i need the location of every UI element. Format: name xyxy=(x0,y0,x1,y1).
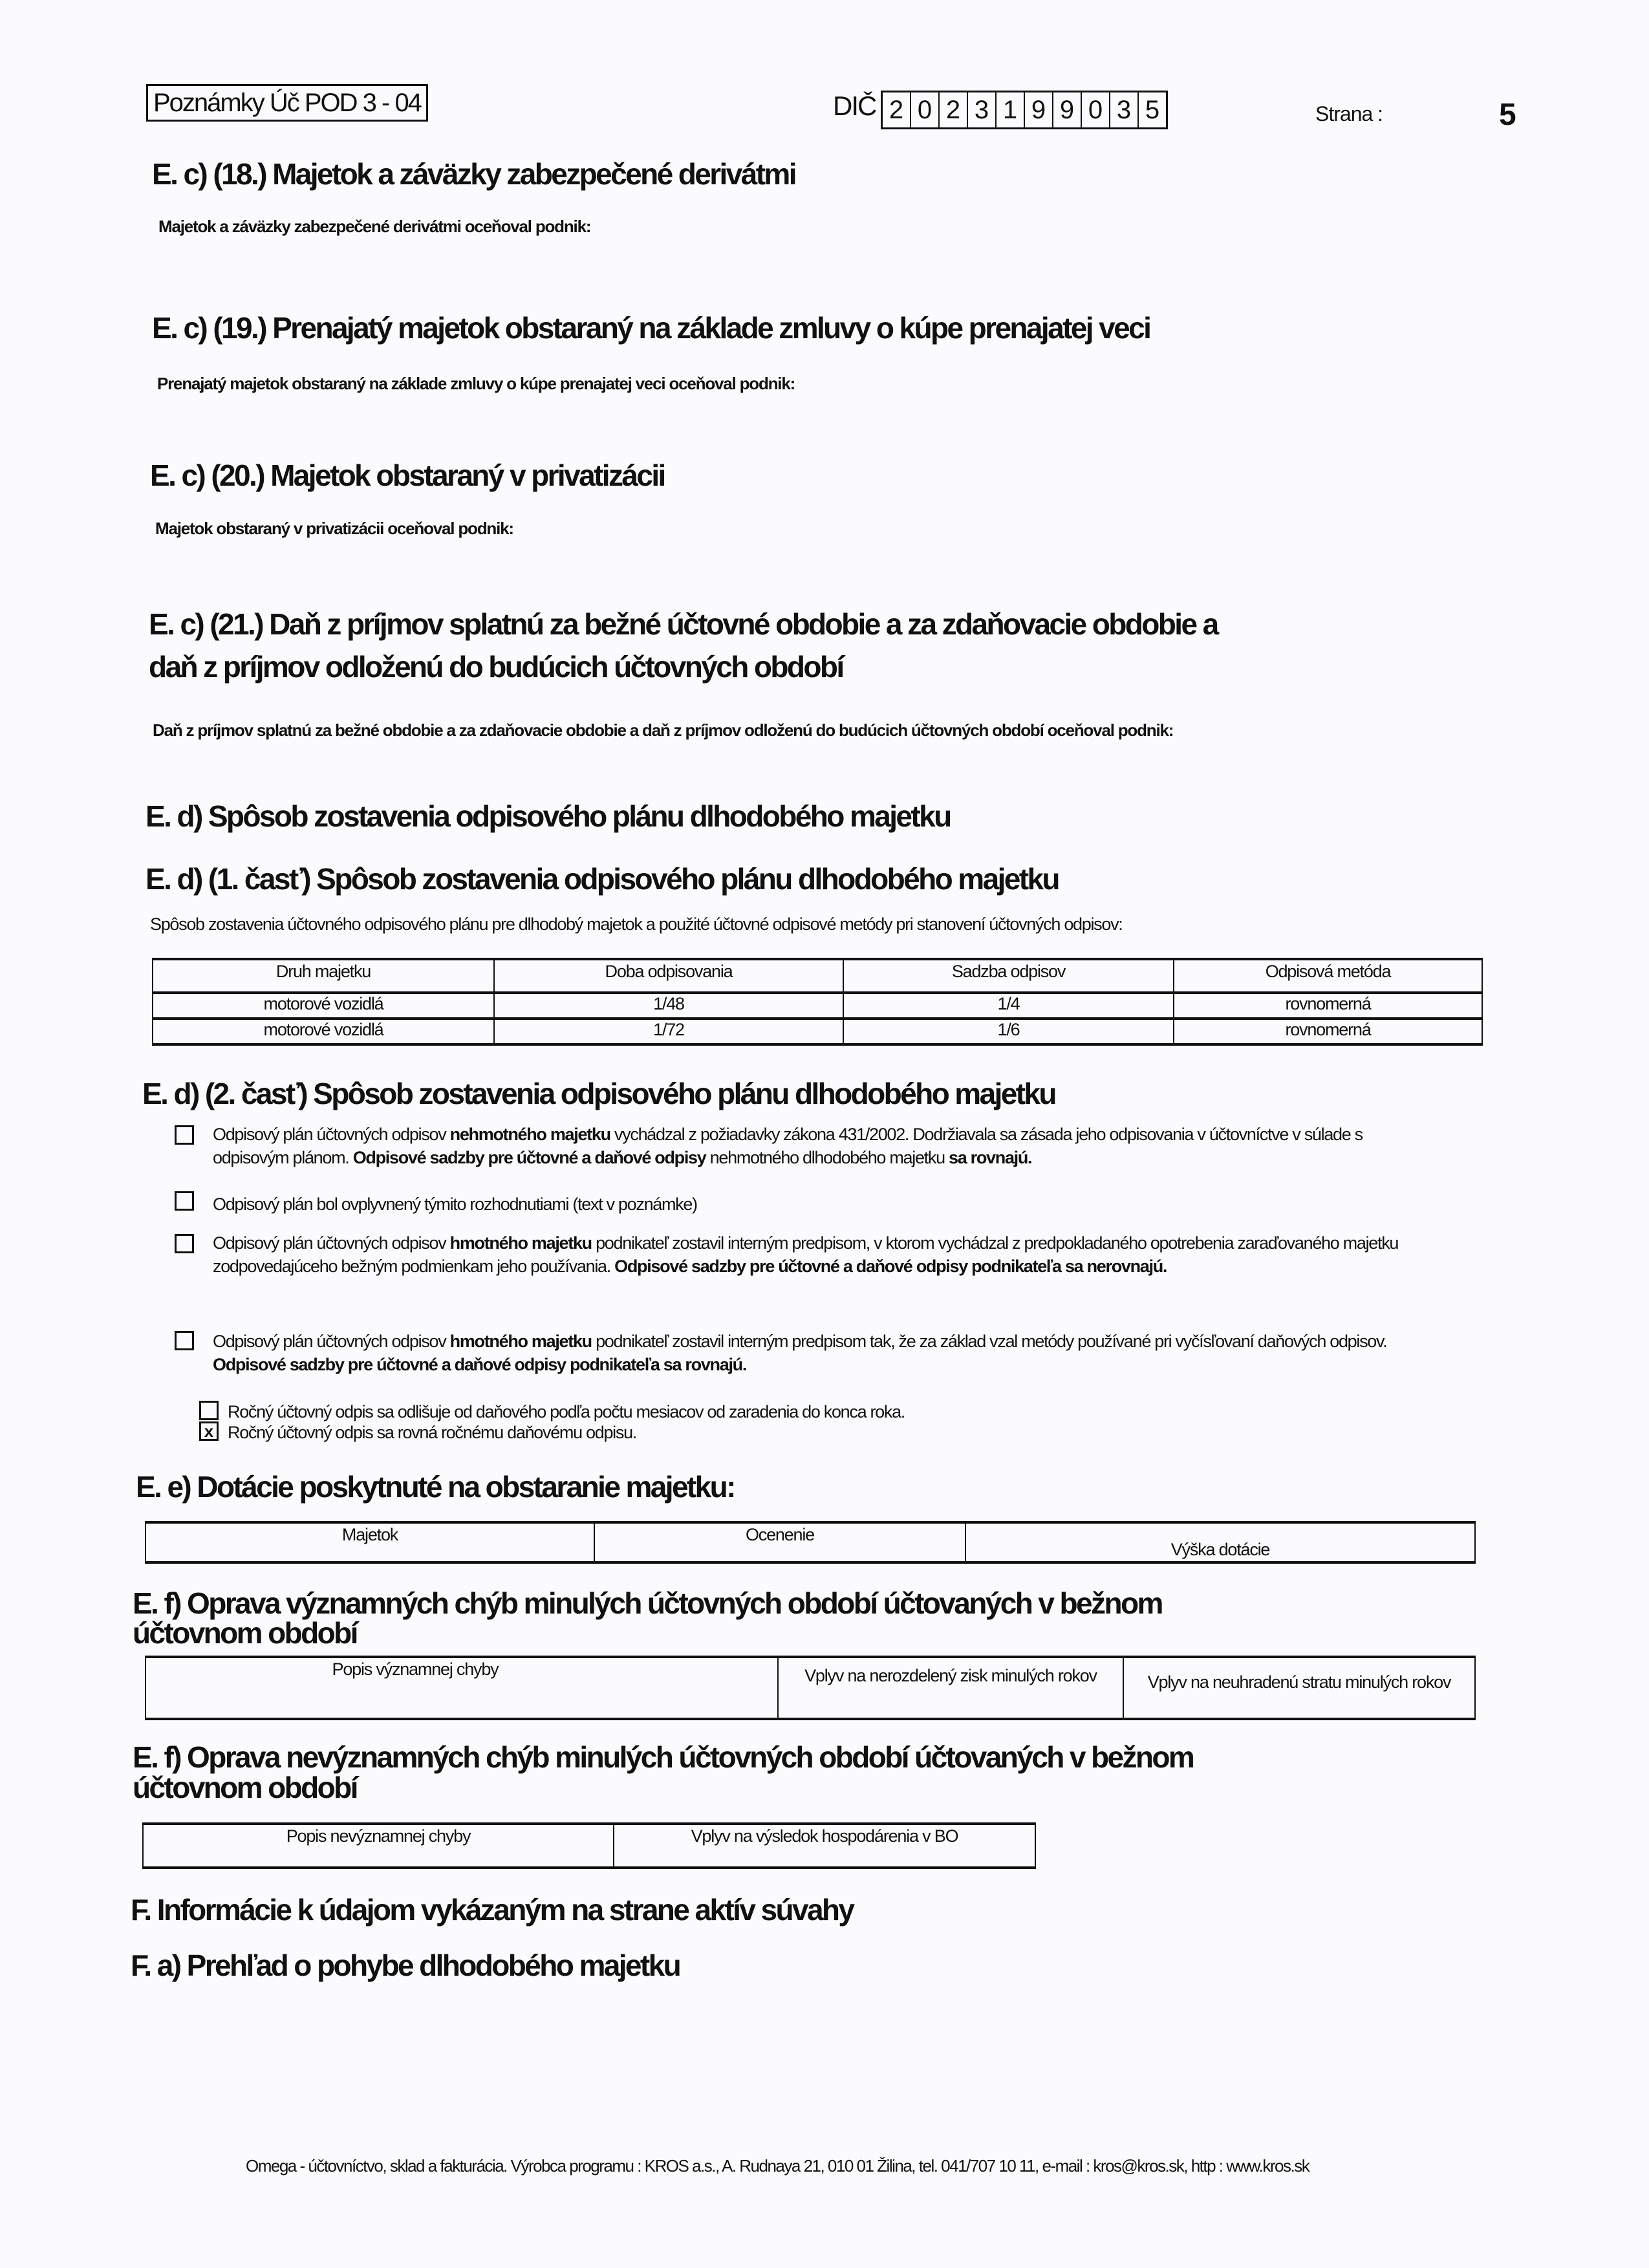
section-title-e-c-18: E. c) (18.) Majetok a záväzky zabezpečené derivátmi xyxy=(152,157,795,191)
section-text-e-c-18: Majetok a záväzky zabezpečené derivátmi oceňoval podnik: xyxy=(158,217,591,236)
text-segment: Odpisový plán účtovných odpisov xyxy=(213,1332,450,1351)
column-header: Popis nevýznamnej chyby xyxy=(143,1824,614,1868)
checkbox-sub-option-2[interactable]: x xyxy=(199,1421,219,1441)
column-header: Majetok xyxy=(146,1522,594,1562)
section-title-e-c-21-line2: daň z príjmov odloženú do budúcich účtovných období xyxy=(149,650,843,684)
section-title-e-f-2: E. f) Oprava nevýznamných chýb minulých účtovných období účtovaných v bežnom xyxy=(133,1740,1194,1774)
dic-digit: 5 xyxy=(1145,96,1160,124)
section-title-e-c-20: E. c) (20.) Majetok obstaraný v privatizácii xyxy=(150,459,665,492)
page-label: Strana : xyxy=(1315,102,1383,125)
option-4-text xyxy=(213,1330,1441,1376)
subsidies-table xyxy=(145,1521,1476,1564)
table-cell: motorové vozidlá xyxy=(153,993,494,1019)
section-title-e-f-2-line2: účtovnom období xyxy=(133,1771,357,1804)
column-header: Druh majetku xyxy=(153,959,494,993)
column-header: Výška dotácie xyxy=(965,1522,1475,1562)
section-text-e-c-20: Majetok obstaraný v privatizácii oceňoval podnik: xyxy=(155,519,513,538)
dic-digit: 2 xyxy=(940,92,968,127)
significant-errors-table xyxy=(145,1656,1476,1720)
dic-digit: 0 xyxy=(1082,92,1110,127)
sub-option-1-label: Ročný účtovný odpis sa odlišuje od daňového podľa počtu mesiacov od zaradenia do konca roka. xyxy=(228,1402,905,1421)
table-cell: 1/48 xyxy=(494,993,843,1019)
section-text-e-d-1: Spôsob zostavenia účtovného odpisového plánu pre dlhodobý majetok a použité účtovné odpisové metódy pri stanovení účtovných odpisov: xyxy=(150,914,1123,934)
table-cell: 1/4 xyxy=(843,993,1174,1019)
text-segment-bold: Odpisové sadzby pre účtovné a daňové odpisy xyxy=(352,1148,706,1167)
option-2-text xyxy=(213,1193,1441,1216)
page-number: 5 xyxy=(1499,98,1516,132)
text-segment-bold: hmotného majetku xyxy=(449,1332,592,1351)
footer-text: Omega - účtovníctvo, sklad a fakturácia. Výrobca programu : KROS a.s., A. Rudnaya 21, 010 01 Žilina, tel. 041/707 10 11, e-mail : kros@kros.sk, http : www.kros.sk xyxy=(246,2156,1310,2176)
section-title-e-d: E. d) Spôsob zostavenia odpisového plánu dlhodobého majetku xyxy=(146,799,951,833)
table-header-row xyxy=(146,1522,1475,1562)
column-header: Odpisová metóda xyxy=(1174,959,1482,993)
text-segment: Odpisový plán účtovných odpisov xyxy=(213,1125,450,1144)
table-cell: motorové vozidlá xyxy=(153,1019,494,1044)
table-header-row xyxy=(143,1824,1035,1868)
table-cell: 1/6 xyxy=(843,1019,1174,1044)
text-segment-bold: Odpisové sadzby pre účtovné a daňové odpisy podnikateľa sa rovnajú. xyxy=(213,1355,747,1374)
text-segment: podnikateľ zostavil interným predpisom tak, že za základ vzal metódy používané pri vyčísľovaní daňových odpisov. xyxy=(591,1332,1387,1351)
column-header: Doba odpisovania xyxy=(494,959,843,993)
dic-digit: 3 xyxy=(1110,92,1139,127)
checkbox-option-2[interactable] xyxy=(175,1191,194,1211)
checkbox-option-3[interactable] xyxy=(175,1234,194,1253)
section-title-e-c-21: E. c) (21.) Daň z príjmov splatnú za bežné účtovné obdobie a za zdaňovacie obdobie a xyxy=(149,607,1218,641)
text-segment-bold: nehmotného majetku xyxy=(449,1125,610,1144)
text-segment-bold: Odpisové sadzby pre účtovné a daňové odpisy podnikateľa sa nerovnajú. xyxy=(614,1257,1167,1276)
depreciation-table xyxy=(152,958,1483,1046)
dic-digit: 0 xyxy=(911,92,940,127)
text-segment: Odpisový plán účtovných odpisov xyxy=(213,1233,450,1253)
option-3-text xyxy=(213,1231,1441,1278)
table-cell: rovnomerná xyxy=(1174,993,1482,1019)
column-header: Vplyv na výsledok hospodárenia v BO xyxy=(614,1824,1035,1868)
text-segment: Odpisový plán bol ovplyvnený týmito rozhodnutiami (text v poznámke) xyxy=(213,1194,697,1214)
option-1-text xyxy=(213,1123,1441,1169)
dic-digit: 2 xyxy=(883,92,911,127)
checkbox-option-4[interactable] xyxy=(175,1331,194,1350)
checkbox-sub-option-1[interactable] xyxy=(199,1401,219,1420)
form-label: Poznámky Úč POD 3 - 04 xyxy=(146,84,428,122)
column-header: Vplyv na nerozdelený zisk minulých rokov xyxy=(778,1657,1123,1719)
table-cell: 1/72 xyxy=(494,1019,843,1044)
section-text-e-c-19: Prenajatý majetok obstaraný na základe zmluvy o kúpe prenajatej veci oceňoval podnik: xyxy=(157,374,795,393)
insignificant-errors-table xyxy=(142,1822,1036,1869)
table-row xyxy=(153,1019,1482,1044)
dic-digit: 3 xyxy=(968,92,997,127)
table-cell: rovnomerná xyxy=(1174,1019,1482,1044)
dic-digit: 9 xyxy=(1053,92,1082,127)
section-title-e-d-2: E. d) (2. časť) Spôsob zostavenia odpisového plánu dlhodobého majetku xyxy=(142,1077,1055,1110)
checkbox-option-1[interactable] xyxy=(175,1125,194,1145)
section-text-e-c-21: Daň z príjmov splatnú za bežné obdobie a za zdaňovacie obdobie a daň z príjmov odloženú do budúcich účtovných období oceňoval podnik: xyxy=(153,720,1174,740)
table-row xyxy=(153,993,1482,1019)
section-title-e-e: E. e) Dotácie poskytnuté na obstaranie majetku: xyxy=(136,1470,735,1504)
column-header: Vplyv na neuhradenú stratu minulých rokov xyxy=(1123,1657,1475,1719)
table-header-row xyxy=(153,959,1482,993)
text-segment-bold: sa rovnajú. xyxy=(949,1148,1032,1167)
section-title-f-a: F. a) Prehľad o pohybe dlhodobého majetku xyxy=(131,1949,680,1982)
column-header: Sadzba odpisov xyxy=(843,959,1174,993)
text-segment: nehmotného dlhodobého majetku xyxy=(706,1148,949,1167)
section-title-f: F. Informácie k údajom vykázaným na strane aktív súvahy xyxy=(131,1893,854,1927)
dic-digit: 1 xyxy=(997,92,1025,127)
section-title-e-f-1-line2: účtovnom období xyxy=(133,1616,357,1650)
text-segment-bold: hmotného majetku xyxy=(449,1233,592,1253)
text-segment: vychádzal z požiadavky zákona 431/2002. Dodržiavala sa zásada jeho odpisovania v účtovníctve v súlade s odpisovým plánom. xyxy=(213,1125,1363,1167)
dic-label: DIČ xyxy=(833,91,876,121)
section-title-e-d-1: E. d) (1. časť) Spôsob zostavenia odpisového plánu dlhodobého majetku xyxy=(146,862,1059,896)
section-title-e-c-19: E. c) (19.) Prenajatý majetok obstaraný na základe zmluvy o kúpe prenajatej veci xyxy=(152,311,1150,345)
dic-digit-boxes xyxy=(881,91,1168,129)
sub-option-2-label: Ročný účtovný odpis sa rovná ročnému daňovému odpisu. xyxy=(228,1423,636,1442)
column-header: Popis významnej chyby xyxy=(146,1657,778,1719)
section-title-e-f-1: E. f) Oprava významných chýb minulých účtovných období účtovaných v bežnom xyxy=(133,1586,1162,1620)
column-header: Ocenenie xyxy=(594,1522,965,1562)
dic-digit: 9 xyxy=(1025,92,1053,127)
text-segment: podnikateľ zostavil interným predpisom, v ktorom vychádzal z predpokladaného opotrebenia zaraďovaného majetku zodpovedajúceho bežným podmienkam jeho používania. xyxy=(213,1233,1399,1276)
table-header-row xyxy=(146,1657,1475,1719)
